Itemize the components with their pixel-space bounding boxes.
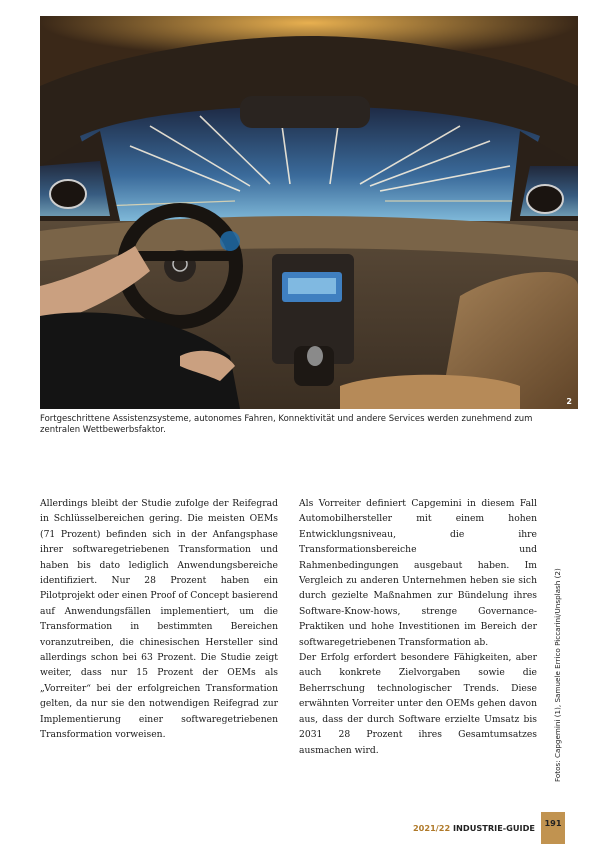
footer-publication: INDUSTRIE-GUIDE <box>453 823 535 833</box>
car-interior-photo <box>40 16 578 409</box>
photo-caption: Fortgeschrittene Assistenzsysteme, autonomes Fahren, Konnektivität und andere Services werden zunehmend zum zentralen Wettbewerbsfaktor. <box>40 414 533 435</box>
footer-year: 2021/22 <box>412 823 451 833</box>
photo-credit: Fotos: Capgemini (1), Samuele Errico Piccarini/Unsplash (2) <box>553 568 562 782</box>
photo-number: 2 <box>566 397 572 406</box>
page-number: 191 <box>541 812 565 844</box>
body-column-left <box>40 496 278 743</box>
footer-label <box>413 823 535 833</box>
body-paragraph-1: Als Vorreiter definiert Capgemini in diesem Fall Automobilhersteller mit einem hohen Entwicklungsniveau, die ihre Transformationsbereiche und Rahmenbedingungen ausgebaut haben. Im Vergleich zu anderen Unternehmen heben sie sich durch gezielte Maßnahmen zur Bündelung ihres Software-Know-hows, strenge Governance-Praktiken und hohe Investitionen im Bereich der softwaregetriebenen Transformation ab. <box>299 498 537 648</box>
body-paragraph-2: Der Erfolg erfordert besondere Fähigkeiten, aber auch konkrete Zielvorgaben sowie die Beherrschung technologischer Trends. Diese erwähnten Vorreiter unter den OEMs gehen davon aus, dass der durch Software erzielte Umsatz bis 2031 28 Prozent ihres Gesamtumsatzes ausmachen wird. <box>299 652 537 756</box>
page-footer <box>413 812 565 844</box>
car-interior-illustration <box>40 16 578 409</box>
body-paragraph: Allerdings bleibt der Studie zufolge der Reifegrad in Schlüsselbereichen gering. Die meisten OEMs (71 Prozent) befinden sich in der Anfangsphase ihrer softwaregetriebenen Transformation und haben bis dato lediglich Anwendungsbereiche identifiziert. Nur 28 Prozent haben ein Pilotprojekt oder einen Proof of Concept basierend auf Anwendungsfällen implementiert, um die Transformation in bestimmten Bereichen voranzutreiben, die chinesischen Hersteller sind allerdings schon bei 63 Prozent. Die Studie zeigt weiter, dass nur 15 Prozent der OEMs als „Vorreiter“ bei der erfolgreichen Transformation gelten, da nur sie den notwendigen Reifegrad zur Implementierung einer softwaregetriebenen Transformation vorweisen. <box>40 498 278 741</box>
body-column-right <box>299 496 537 758</box>
